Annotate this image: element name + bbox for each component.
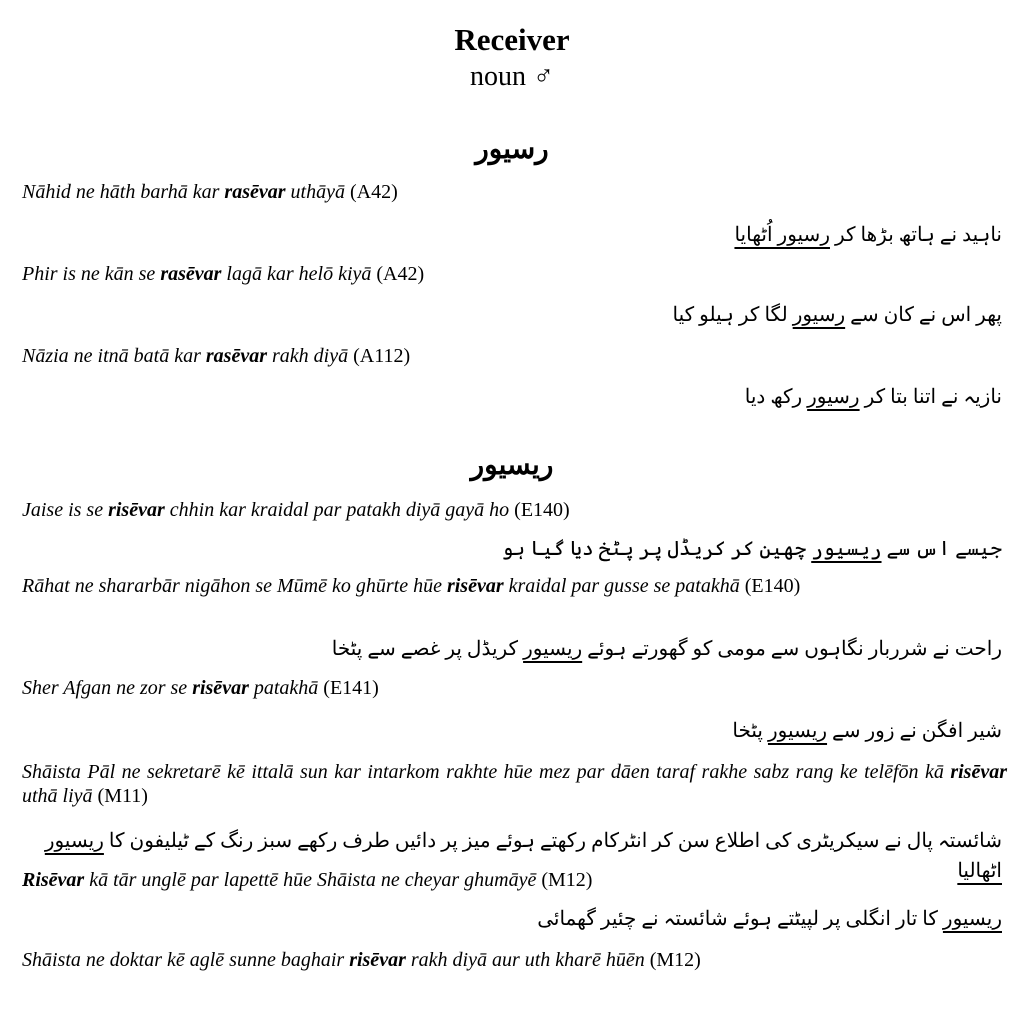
example-urdu: راحت نے شرربار نگاہوں سے مومی کو گھورتے ہوئے ریسیور کریڈل پر غصے سے پٹخا (331, 638, 1002, 660)
example-urdu: ریسیور کا تار انگلی پر لپیٹتے ہوئے شائستہ نے چئیر گھمائی (537, 908, 1002, 930)
headword: Receiver (454, 22, 570, 57)
example-urdu: نازیہ نے اتنا بتا کر رسیور رکھ دیا (744, 386, 1002, 408)
example-urdu: جیسے اس سے ریسیور چھین کر کریڈل پر پٹخ دیا گیا ہو (501, 538, 1002, 560)
example-urdu: ناہید نے ہاتھ بڑھا کر رسیور اُٹھایا (734, 224, 1002, 246)
example-translit: Nāhid ne hāth barhā kar rasēvar uthāyā (A42) (22, 181, 398, 203)
example-translit: Phir is ne kān se rasēvar lagā kar helō kiyā (A42) (22, 263, 425, 285)
example-translit: Shāista ne doktar kē aglē sunne baghair risēvar rakh diyā aur uth kharē hūēn (M12) (22, 949, 701, 971)
section-2-urdu-heading: ریسیور (470, 450, 554, 481)
example-translit: Jaise is se risēvar chhin kar kraidal par patakh diyā gayā ho (E140) (22, 499, 570, 521)
example-translit: Sher Afgan ne zor se risēvar patakhā (E141) (22, 677, 379, 699)
example-translit: Shāista Pāl ne sekretarē kē ittalā sun kar intarkom rakhte hūe mez par dāen taraf rakhe sabz rang ke telēfōn kā risēvar uthā liyā (M11) (22, 761, 1007, 807)
part-of-speech: noun ♂ (470, 61, 554, 92)
example-translit: Rāhat ne shararbār nigāhon se Mūmē ko ghūrte hūe risēvar kraidal par gusse se patakhā (E140) (22, 575, 801, 597)
example-urdu: پھر اس نے کان سے رسیور لگا کر ہیلو کیا (672, 304, 1002, 326)
example-translit: Nāzia ne itnā batā kar rasēvar rakh diyā (A112) (22, 345, 411, 367)
example-urdu: شیر افگن نے زور سے ریسیور پٹخا (732, 720, 1002, 742)
example-translit: Risēvar kā tār unglē par lapettē hūe Shāista ne cheyar ghumāyē (M12) (22, 869, 593, 891)
example-urdu: شائستہ پال نے سیکریٹری کی اطلاع سن کر انٹرکام رکھتے ہوئے میز پر دائیں طرف رکھے سبز رنگ کے ٹیلیفون کا ریسیور اٹھالیا (44, 830, 1002, 882)
section-1-urdu-heading: رسیور (475, 134, 549, 165)
